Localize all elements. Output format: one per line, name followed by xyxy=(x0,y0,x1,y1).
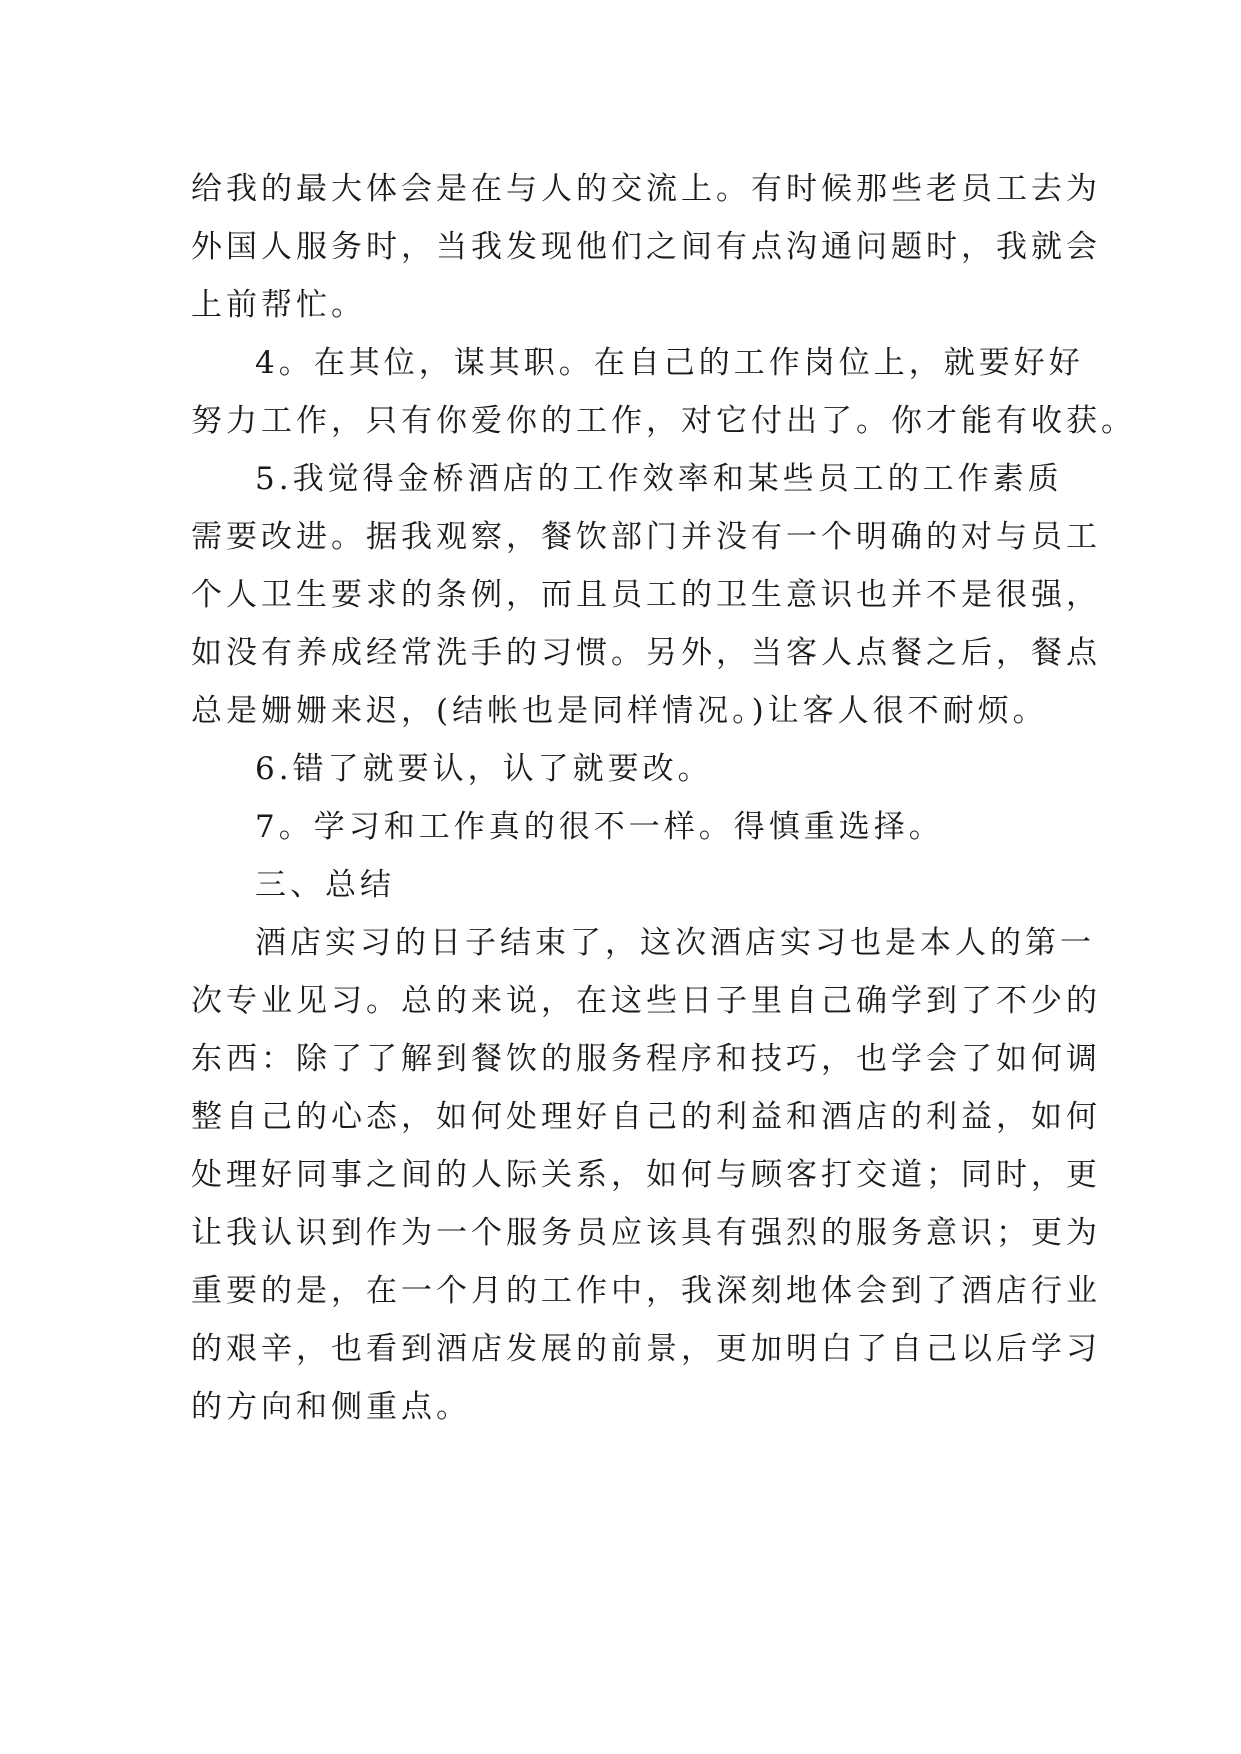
text-line: 东西：除了了解到餐饮的服务程序和技巧，也学会了如何调 xyxy=(191,1041,1101,1077)
text-line: 整自己的心态，如何处理好自己的利益和酒店的利益，如何 xyxy=(191,1099,1101,1135)
text-line: 给我的最大体会是在与人的交流上。有时候那些老员工去为 xyxy=(191,171,1101,207)
text-line: 如没有养成经常洗手的习惯。另外，当客人点餐之后，餐点 xyxy=(191,635,1101,671)
text-line: 酒店实习的日子结束了，这次酒店实习也是本人的第一 xyxy=(255,925,1095,961)
text-line: 让我认识到作为一个服务员应该具有强烈的服务意识；更为 xyxy=(191,1215,1101,1251)
text-line: 次专业见习。总的来说，在这些日子里自己确学到了不少的 xyxy=(191,983,1101,1019)
text-line: 重要的是，在一个月的工作中，我深刻地体会到了酒店行业 xyxy=(191,1273,1101,1309)
text-line: 个人卫生要求的条例，而且员工的卫生意识也并不是很强， xyxy=(191,577,1101,613)
text-line: 处理好同事之间的人际关系，如何与顾客打交道；同时，更 xyxy=(191,1157,1101,1193)
text-line: 7。学习和工作真的很不一样。得慎重选择。 xyxy=(255,809,944,845)
text-line: 外国人服务时，当我发现他们之间有点沟通问题时，我就会 xyxy=(191,229,1101,265)
text-line: 总是姗姗来迟，(结帐也是同样情况。)让客人很不耐烦。 xyxy=(191,693,1048,729)
document-body xyxy=(191,160,1136,1436)
text-line: 5.我觉得金桥酒店的工作效率和某些员工的工作素质 xyxy=(255,461,1063,497)
text-line: 的方向和侧重点。 xyxy=(191,1389,471,1425)
text-line: 努力工作，只有你爱你的工作，对它付出了。你才能有收获。 xyxy=(191,403,1136,439)
text-line: 6.错了就要认，认了就要改。 xyxy=(255,751,713,787)
text-line: 需要改进。据我观察，餐饮部门并没有一个明确的对与员工 xyxy=(191,519,1101,555)
text-line: 上前帮忙。 xyxy=(191,287,366,323)
section-heading: 三、总结 xyxy=(255,867,395,903)
text-line: 的艰辛，也看到酒店发展的前景，更加明白了自己以后学习 xyxy=(191,1331,1101,1367)
text-line: 4。在其位，谋其职。在自己的工作岗位上，就要好好 xyxy=(255,345,1084,381)
